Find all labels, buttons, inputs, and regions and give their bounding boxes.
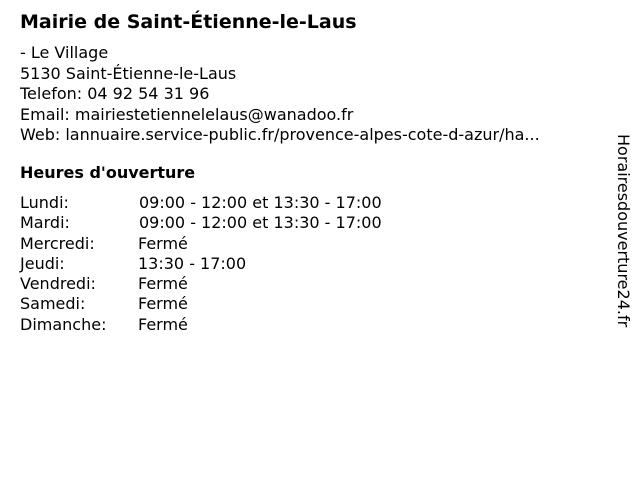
email-line: Email: mairiestetiennelelaus@wanadoo.fr — [20, 104, 354, 124]
contact-details — [20, 43, 540, 146]
day-hours: Fermé — [138, 274, 188, 294]
day-label: Dimanche: — [20, 314, 107, 334]
day-hours: Fermé — [138, 294, 188, 314]
day-label: Mercredi: — [20, 233, 95, 253]
day-hours: 09:00 - 12:00 et 13:30 - 17:00 — [139, 213, 382, 233]
address-line-street: - Le Village — [20, 43, 109, 62]
day-hours: Fermé — [138, 314, 188, 334]
opening-hours-heading: Heures d'ouverture — [20, 163, 196, 182]
day-label: Vendredi: — [20, 274, 96, 294]
day-label: Samedi: — [20, 294, 86, 314]
phone-line: Telefon: 04 92 54 31 96 — [20, 84, 210, 103]
day-hours: 13:30 - 17:00 — [138, 253, 247, 273]
day-hours: 09:00 - 12:00 et 13:30 - 17:00 — [139, 193, 382, 212]
address-line-city: 5130 Saint-Étienne-le-Laus — [20, 63, 237, 83]
site-watermark: Horairesdouverture24.fr — [614, 134, 633, 328]
day-label: Mardi: — [20, 213, 70, 233]
web-line: Web: lannuaire.service-public.fr/provence-alpes-cote-d-azur/ha... — [20, 125, 540, 144]
page-title: Mairie de Saint-Étienne-le-Laus — [20, 11, 357, 33]
day-label: Jeudi: — [20, 253, 65, 273]
day-hours: Fermé — [138, 233, 188, 253]
day-label: Lundi: — [20, 193, 69, 212]
